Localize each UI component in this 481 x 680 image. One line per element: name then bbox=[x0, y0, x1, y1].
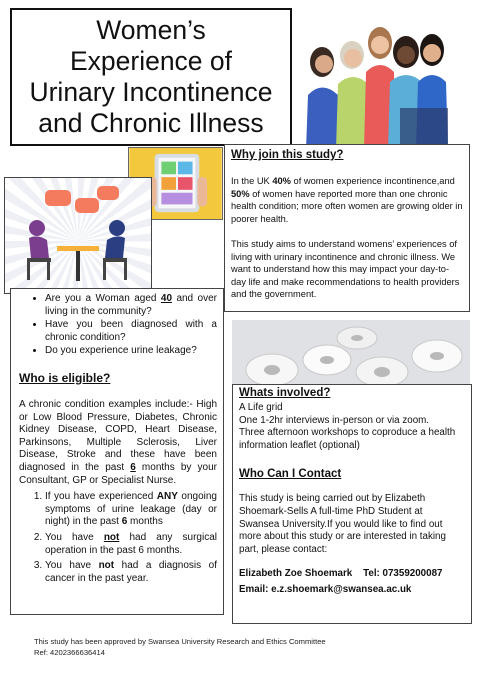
title-line-1: Women’s bbox=[96, 15, 206, 45]
eligibility-criteria bbox=[19, 491, 217, 585]
title-line-2: Experience of bbox=[69, 46, 233, 76]
criterion-2: 2. You have not had any surgical operation in the past 6 months. bbox=[45, 532, 217, 557]
involved-line-1: A Life grid bbox=[239, 402, 283, 413]
title-line-3: Urinary Incontinence bbox=[29, 77, 273, 107]
contact-text: This study is being carried out by Elizabeth Shoemark-Sells A full-time PhD Student at Swansea University.If you would like to find out more about this study or are interested in taking part, please contact: bbox=[239, 493, 446, 555]
screening-questions bbox=[19, 293, 217, 358]
meeting-illustration bbox=[4, 177, 152, 294]
why-paragraph-2: This study aims to understand womens’ experiences of living with urinary incontinence and chronic illness. We want to understand how this may impact your day-to-day life and make recommendations to health providers and the government. bbox=[231, 239, 460, 299]
involved-line-3: Three afternoon workshops to coproduce a health information leaflet (optional) bbox=[239, 427, 456, 451]
question-leakage: • Do you experience urine leakage? bbox=[45, 345, 217, 358]
eligibility-section bbox=[10, 288, 224, 615]
why-heading: Why join this study? bbox=[231, 149, 344, 161]
contact-name-phone: Elizabeth Zoe Shoemark Tel: 07359200087 bbox=[239, 568, 443, 580]
title-box bbox=[10, 8, 292, 146]
question-age: • Are you a Woman aged 40 and over living in the community? bbox=[45, 293, 217, 318]
criterion-3: 3. You have not had a diagnosis of cancer in the past year. bbox=[45, 560, 217, 585]
why-paragraph-1: In the UK 40% of women experience incontinence,and 50% of women have reported more than one chronic health condition; more often women are growing older in poorer health. bbox=[231, 176, 463, 224]
people-talking-icon bbox=[5, 178, 151, 293]
eligible-heading: Who is eligible? bbox=[19, 370, 111, 385]
ethics-approval: This study has been approved by Swansea University Research and Ethics Committee bbox=[34, 637, 326, 646]
footer bbox=[34, 636, 454, 658]
involved-line-2: One 1-2hr interviews in-person or via zoom. bbox=[239, 414, 430, 426]
title-line-4: and Chronic Illness bbox=[38, 108, 264, 138]
question-chronic: • Have you been diagnosed with a chronic condition? bbox=[45, 319, 217, 344]
why-join-section bbox=[224, 144, 470, 312]
page-title bbox=[29, 15, 272, 139]
reference-number: Ref: 4202366636414 bbox=[34, 648, 105, 657]
criterion-1: 1. If you have experienced ANY ongoing symptoms of urine leakage (day or night) in the past 6 months bbox=[45, 491, 217, 529]
involved-heading: Whats involved? bbox=[239, 387, 331, 399]
contact-email[interactable]: Email: e.z.shoemark@swansea.ac.uk bbox=[239, 583, 412, 595]
involved-contact-section bbox=[232, 384, 472, 624]
eligible-intro: A chronic condition examples include:- High or Low Blood Pressure, Diabetes, Chronic Kidney Disease, COPD, Heart Disease, Parkinsons, Multiple Sclerosis, Liver Disease, Stroke and these have been diagnosed in the past 6 months by your Consultant, GP or Specialist Nurse. bbox=[19, 398, 217, 486]
women-group-photo bbox=[300, 0, 481, 150]
contact-heading: Who Can I Contact bbox=[239, 468, 342, 481]
toilet-paper-photo bbox=[232, 320, 470, 388]
